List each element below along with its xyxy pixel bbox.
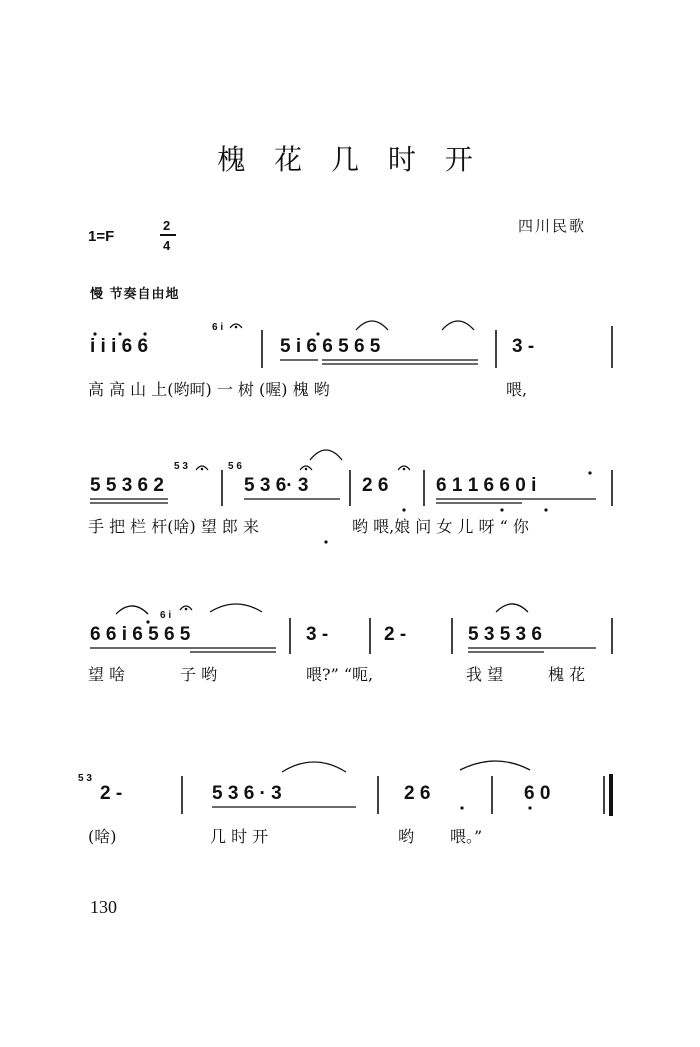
slur — [356, 321, 388, 330]
measure-3-4: 5 3 5 3 6 — [468, 624, 542, 645]
measure-3-3: 2 - — [384, 624, 407, 645]
lyric-4-1: (啥) — [88, 827, 117, 846]
lyric-3-3: 喂?” “呃, — [306, 665, 374, 684]
page-number: 130 — [90, 897, 117, 917]
lyric-4-2: 几 时 开 — [210, 827, 269, 846]
tempo-marking: 慢 节奏自由地 — [90, 287, 180, 302]
lyric-2-1: 手 把 栏 杆(啥) 望 郎 来 — [88, 517, 260, 536]
lyric-1-1: 高 高 山 上(哟呵) 一 树 (喔) 槐 哟 — [88, 380, 330, 399]
lyric-4-3: 哟 — [398, 827, 415, 846]
song-source: 四川民歌 — [518, 217, 587, 235]
key-signature: 1=F — [88, 228, 115, 245]
grace-notes-1-1: 6 i — [212, 322, 224, 333]
slur — [460, 761, 530, 770]
lyric-3-4: 我 望 — [466, 665, 504, 684]
measure-2-3: 2 6 — [362, 475, 389, 496]
measure-4-1: 2 - — [100, 783, 123, 804]
fermata-dots — [185, 326, 406, 611]
measure-1-3: 3 - — [512, 336, 535, 357]
grace-notes-3-1: 6 i — [160, 610, 172, 621]
octave-dots — [93, 332, 591, 809]
slurs — [116, 321, 530, 772]
grace-notes-4-1: 5 3 — [78, 773, 92, 784]
slur — [116, 606, 148, 614]
slur — [442, 321, 474, 330]
slur — [496, 604, 528, 612]
measure-2-1: 5 5 3 6 2 — [90, 475, 164, 496]
slur — [282, 762, 346, 772]
barlines — [182, 326, 612, 816]
grace-notes-2-1: 5 3 — [174, 461, 188, 472]
lyric-3-2: 子 哟 — [180, 665, 218, 684]
lyric-3-5: 槐 花 — [548, 665, 586, 684]
measure-4-3: 2 6 — [404, 783, 431, 804]
lyric-2-2: 哟 喂,娘 问 女 儿 呀 “ 你 — [352, 517, 529, 536]
slur — [310, 450, 342, 460]
time-signature-bottom: 4 — [163, 238, 171, 253]
measure-1-2: 5 i 6 6 5 6 5 — [280, 336, 381, 357]
beam-lines — [90, 360, 596, 807]
measure-1-1: i i i 6 6 — [90, 336, 149, 357]
measure-2-2: 5 3 6· 3 — [244, 475, 309, 496]
measure-3-2: 3 - — [306, 624, 329, 645]
time-signature-top: 2 — [163, 218, 171, 233]
measure-4-4: 6 0 — [524, 783, 551, 804]
lyric-4-4: 喂。” — [450, 827, 483, 846]
measure-3-1: 6 6 i 6 5 6 5 — [90, 624, 191, 645]
slur — [210, 604, 262, 612]
fermatas — [180, 324, 410, 610]
measure-4-2: 5 3 6 · 3 — [212, 783, 282, 804]
measure-2-4: 6 1 1 6 6 0 i — [436, 475, 537, 496]
lyric-1-2: 喂, — [506, 380, 528, 399]
song-title: 槐 花 几 时 开 — [217, 143, 483, 176]
grace-notes-2-2: 5 6 — [228, 461, 242, 472]
lyric-3-1: 望 啥 — [88, 665, 126, 684]
